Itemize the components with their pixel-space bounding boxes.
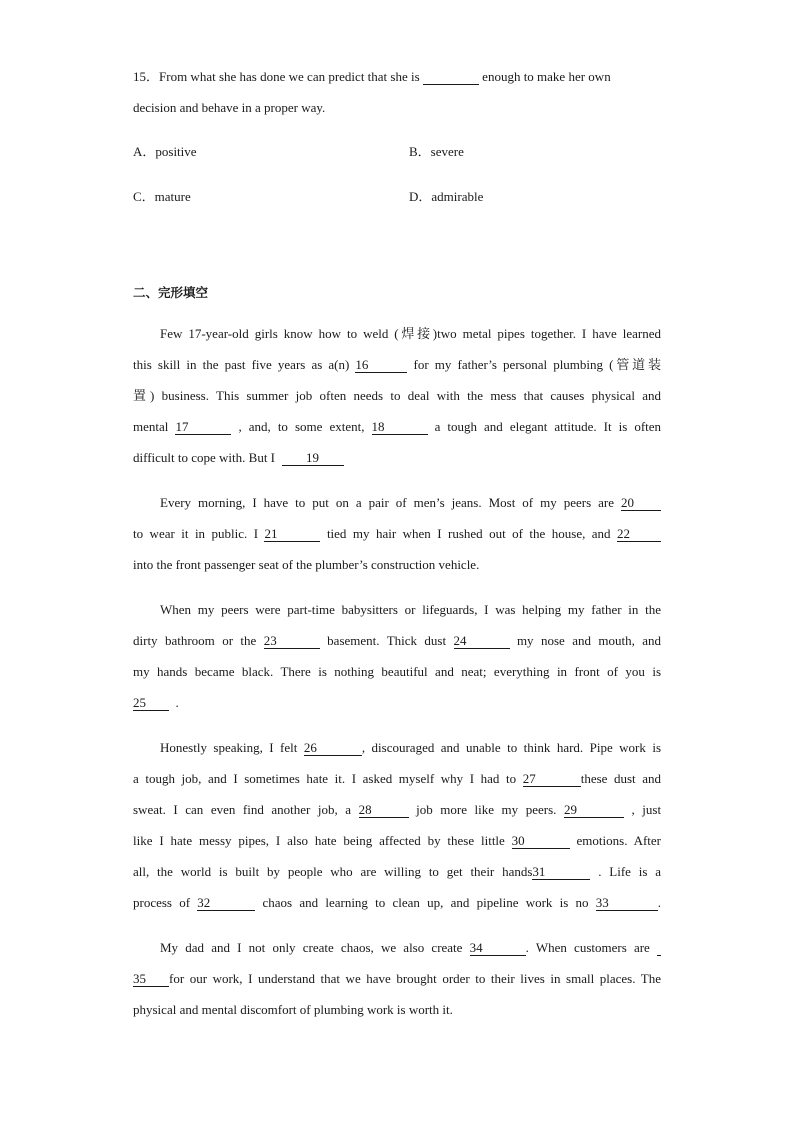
blank-27[interactable]: 27 (523, 772, 581, 787)
p5-line2: 35 for our work, I understand that we have brought order to their lives in small places. The (133, 971, 661, 986)
p4-line1: Honestly speaking, I felt 26 , discouraged and unable to think hard. Pipe work is (160, 740, 662, 755)
p2-line1: Every morning, I have to put on a pair of men’s jeans. Most of my peers are 20 (160, 495, 661, 511)
p1-line5: difficult to cope with. But I 19 (133, 450, 661, 466)
blank-31[interactable]: 31 (532, 865, 590, 880)
p2-line2: to wear it in public. I 21 tied my hair when I rushed out of the house, and 22 (133, 526, 661, 542)
q15-stem-line1: 15．From what she has done we can predict that she is enough to make her own (133, 69, 611, 84)
blank-22[interactable]: 22 (617, 527, 661, 542)
blank-17[interactable]: 17 (175, 420, 231, 435)
option-b[interactable]: B．severe (409, 144, 464, 159)
blank-23[interactable]: 23 (264, 634, 320, 649)
p4-line4: like I hate messy pipes, I also hate being affected by these little 30 emotions. After (133, 833, 662, 848)
blank-33[interactable]: 33 (596, 896, 658, 911)
p4-line6: process of 32 chaos and learning to clean up, and pipeline work is no 33 . (133, 895, 662, 910)
blank-34[interactable]: 34 (470, 941, 526, 956)
p3-line2: dirty bathroom or the 23 basement. Thick dust 24 my nose and mouth, and (133, 633, 662, 648)
section-title: 二、完形填空 (133, 285, 209, 300)
q15-number: 15． (133, 69, 160, 84)
p3-line4: 25 . (133, 695, 179, 710)
p4-line2: a tough job, and I sometimes hate it. I asked myself why I had to 27 these dust and (133, 771, 662, 786)
p1-line4: mental 17 , and, to some extent, 18 a tough and elegant attitude. It is often (133, 419, 662, 434)
blank-24[interactable]: 24 (454, 634, 510, 649)
blank-20[interactable]: 20 (621, 496, 661, 511)
blank-19[interactable]: 19 (282, 451, 344, 466)
option-c[interactable]: C．mature (133, 189, 191, 204)
p4-line5: all, the world is built by people who are willing to get their hands31 . Life is a (133, 864, 661, 879)
p2-line3: into the front passenger seat of the plumber’s construction vehicle. (133, 557, 480, 572)
p4-line3: sweat. I can even find another job, a 28 job more like my peers. 29 , just (133, 802, 662, 817)
blank-29[interactable]: 29 (564, 803, 624, 818)
p1-line1: Few 17-year-old girls know how to weld (焊接)two metal pipes together. I have learned (160, 326, 661, 341)
p5-line1: My dad and I not only create chaos, we also create 34 . When customers are (160, 940, 661, 956)
blank-35[interactable]: 35 (133, 972, 169, 987)
q15-stem-line2: decision and behave in a proper way. (133, 100, 326, 115)
blank-25[interactable]: 25 (133, 696, 169, 711)
option-d[interactable]: D．admirable (409, 189, 484, 204)
p5-line3: physical and mental discomfort of plumbing work is worth it. (133, 1002, 453, 1017)
q15-blank[interactable] (423, 70, 479, 85)
option-a[interactable]: A．positive (133, 144, 197, 159)
p3-line3: my hands became black. There is nothing beautiful and neat; everything in front of you is (133, 664, 661, 679)
blank-30[interactable]: 30 (512, 834, 570, 849)
blank-21[interactable]: 21 (264, 527, 320, 542)
blank-28[interactable]: 28 (359, 803, 409, 818)
blank-16[interactable]: 16 (355, 358, 407, 373)
blank-18[interactable]: 18 (372, 420, 428, 435)
p3-line1: When my peers were part-time babysitters or lifeguards, I was helping my father in the (160, 602, 661, 617)
p1-line2: this skill in the past five years as a(n) 16 for my father’s personal plumbing (管道装 (133, 357, 662, 372)
blank-32[interactable]: 32 (197, 896, 255, 911)
p1-line3: 置) business. This summer job often needs to deal with the mess that causes physical and (133, 388, 661, 403)
blank-26[interactable]: 26 (304, 741, 362, 756)
